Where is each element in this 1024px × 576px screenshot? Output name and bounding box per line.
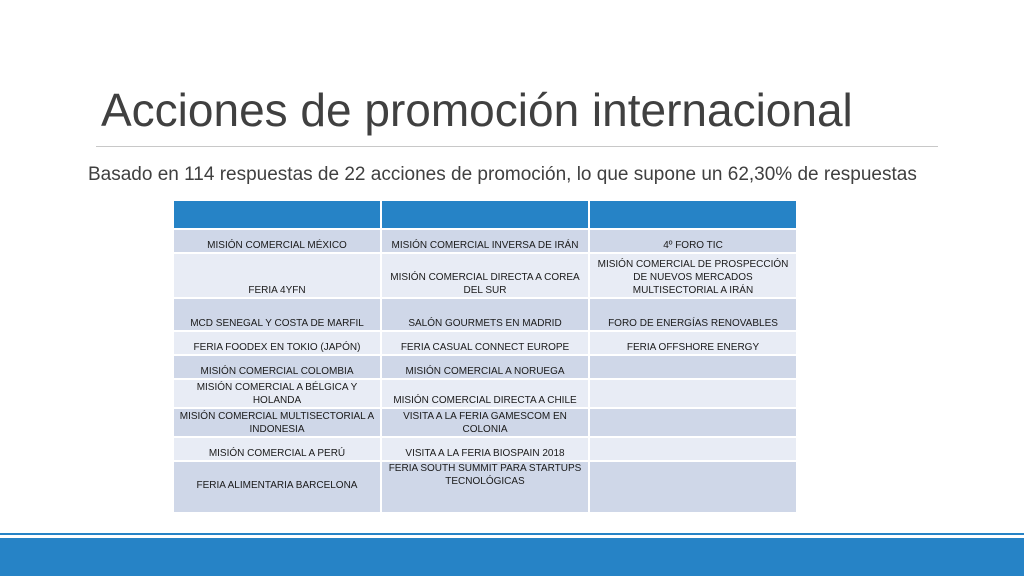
- table-cell: [589, 437, 797, 461]
- table-cell: FERIA CASUAL CONNECT EUROPE: [381, 331, 589, 355]
- table-row: [173, 355, 797, 379]
- promotion-actions-table: [172, 199, 798, 514]
- table-cell: VISITA A LA FERIA GAMESCOM EN COLONIA: [381, 408, 589, 437]
- table-header-cell: [381, 200, 589, 229]
- table-row: [173, 437, 797, 461]
- table-row: [173, 379, 797, 408]
- table-cell: MISIÓN COMERCIAL DIRECTA A COREA DEL SUR: [381, 253, 589, 298]
- table-header-row: [173, 200, 797, 229]
- footer-accent-line: [0, 533, 1024, 535]
- table-cell: FERIA FOODEX EN TOKIO (JAPÓN): [173, 331, 381, 355]
- table-cell: FORO DE ENERGÍAS RENOVABLES: [589, 298, 797, 331]
- table-cell: 4º FORO TIC: [589, 229, 797, 253]
- table-cell: MISIÓN COMERCIAL MÉXICO: [173, 229, 381, 253]
- footer-accent-bar: [0, 538, 1024, 576]
- slide-subtitle: Basado en 114 respuestas de 22 acciones de promoción, lo que supone un 62,30% de respuestas: [88, 164, 917, 185]
- table-cell: [589, 379, 797, 408]
- table-cell: VISITA A LA FERIA BIOSPAIN 2018: [381, 437, 589, 461]
- table-cell: [589, 408, 797, 437]
- table-row: [173, 229, 797, 253]
- table-cell: MISIÓN COMERCIAL A PERÚ: [173, 437, 381, 461]
- table-cell: MISIÓN COMERCIAL A NORUEGA: [381, 355, 589, 379]
- title-divider: [96, 146, 938, 147]
- table-cell: SALÓN GOURMETS EN MADRID: [381, 298, 589, 331]
- table-cell: MISIÓN COMERCIAL INVERSA DE IRÁN: [381, 229, 589, 253]
- table-cell: FERIA OFFSHORE ENERGY: [589, 331, 797, 355]
- table-header-cell: [589, 200, 797, 229]
- table-cell: MISIÓN COMERCIAL MULTISECTORIAL A INDONESIA: [173, 408, 381, 437]
- table-cell: MISIÓN COMERCIAL COLOMBIA: [173, 355, 381, 379]
- table-row: [173, 298, 797, 331]
- table-cell: MISIÓN COMERCIAL DIRECTA A CHILE: [381, 379, 589, 408]
- table-cell: [589, 355, 797, 379]
- table-row: [173, 331, 797, 355]
- table-cell: MISIÓN COMERCIAL DE PROSPECCIÓN DE NUEVOS MERCADOS MULTISECTORIAL A IRÁN: [589, 253, 797, 298]
- table-row: [173, 253, 797, 298]
- table-cell: FERIA ALIMENTARIA BARCELONA: [173, 461, 381, 513]
- table-cell: FERIA 4YFN: [173, 253, 381, 298]
- table-cell: FERIA SOUTH SUMMIT PARA STARTUPS TECNOLÓGICAS: [381, 461, 589, 513]
- slide-title: Acciones de promoción internacional: [101, 84, 853, 136]
- table-cell: MISIÓN COMERCIAL A BÉLGICA Y HOLANDA: [173, 379, 381, 408]
- table-header-cell: [173, 200, 381, 229]
- table-row: [173, 461, 797, 513]
- table-cell: MCD SENEGAL Y COSTA DE MARFIL: [173, 298, 381, 331]
- table-row: [173, 408, 797, 437]
- table-cell: [589, 461, 797, 513]
